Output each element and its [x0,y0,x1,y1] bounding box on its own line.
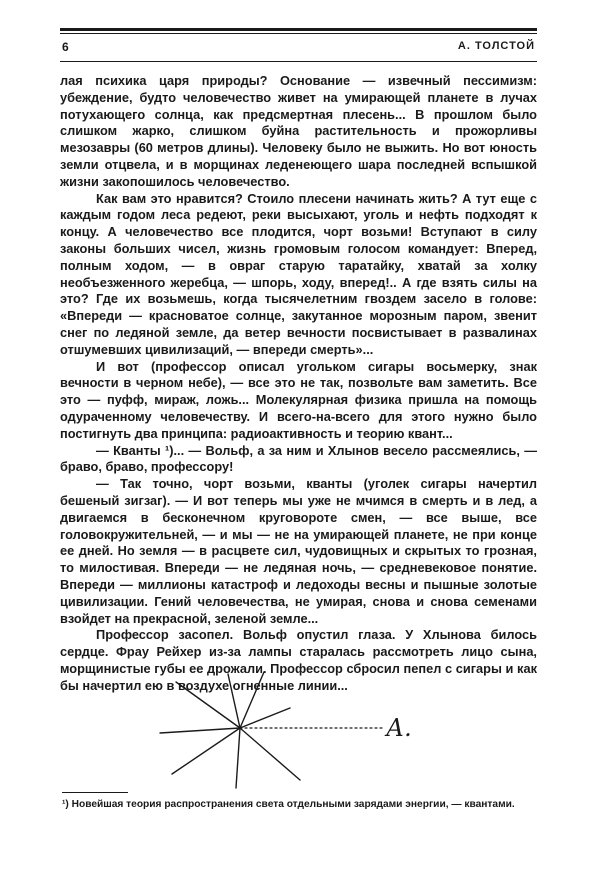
page-header [60,38,537,58]
paragraph: И вот (профессор описал угольком сигары восьмерку, знак вечности в черном небе), — все это не так, позвольте вам заметить. Все это — пуфф, мираж, ложь... Молекулярная физика пришла на помощь одураченному человечеству. И всего-на-всего для этого нужно было постигнуть два принципа: радиоактивность и теорию квант... [60,358,537,441]
paragraph: — Так точно, чорт возьми, кванты (уголек сигары начертил бешеный зигзаг). — И вот теперь мы уже не мчимся в смерть и в лед, а двигаемся в бесконечном круговороте смен, — все выше, все головокружительней, — и мы — не на умирающей планете, не при конце ее дней. Но земля — в расцвете сил, чудовищных и скрытых то грозная, то милостивая. Впереди — не ледяная ночь, — средневековое понятие. Впереди — миллионы катастроф и ледоходы весны и пышные золотые цивилизации. Гений человечества, не умирая, снова и снова семенами взойдет на прекрасной, зеленой земле... [60,476,537,626]
figure-letter: А. [386,714,412,742]
ray-line [160,728,240,733]
paragraph: Профессор засопел. Вольф опустил глаза. У Хлынова билось сердце. Фрау Рейхер из-за лампы старалась рассмотреть лицо сына, морщинистые губы ее дрожали. Профессор сбросил пепел с сигары и как бы начертил ею в воздухе огненные линии... [60,627,537,693]
paragraph: Как вам это нравится? Стоило плесени начинать жить? А тут еще с каждым годом леса редеют, реки высыхают, уголь и нефть подходят к концу. А человечество все плодится, чорт возьми! Вступают в силу законы больших чисел, жизнь громовым голосом командует: Вперед, полным ходом, — в овраг старую таратайку, хватай за холку необъезженного жеребца, — шпорь, ходу, вперед!.. А где взять силы на это? Где их возьмешь, когда тысячелетним гвоздем засело в голове: «Впереди — красноватое солнце, закутанное морозным паром, звенит снег по ледяной земле, да ветер вечности посвистывает в развалинах отшумевших цивилизаций, — впереди смерть»... [60,190,537,357]
ray-line [240,728,300,780]
footnote-rule [62,792,128,793]
paragraph: лая психика царя природы? Основание — извечный пессимизм: убеждение, будто человечество живет на умирающей планете в лучах потухающего солнца, как предсмертная плесень... В прошлом было слишком жарко, слишком буйна растительность и прожорливы мезозавры (60 метров длины). Человеку было не выжить. Но вот юность земли отцвела, и в морщинах леденеющего шара последней вспышкой жизни закопошилось человечество. [60,73,537,189]
header-rule-thin [60,33,537,34]
header-rule-bottom [60,61,537,62]
ray-diagram [140,670,440,790]
running-head: А. ТОЛСТОЙ [457,40,535,52]
header-rule-top [60,28,537,31]
ray-line [172,728,240,774]
ray-line [236,728,240,788]
ray-line [176,682,240,728]
body-text [60,73,537,694]
paragraph: — Кванты ¹)... — Вольф, а за ним и Хлынов весело рассмеялись, — браво, браво, профессору! [60,442,537,475]
footnote: ¹) Новейшая теория распространения света отдельными зарядами энергии, — квантами. [62,799,515,810]
page-number: 6 [62,40,70,54]
